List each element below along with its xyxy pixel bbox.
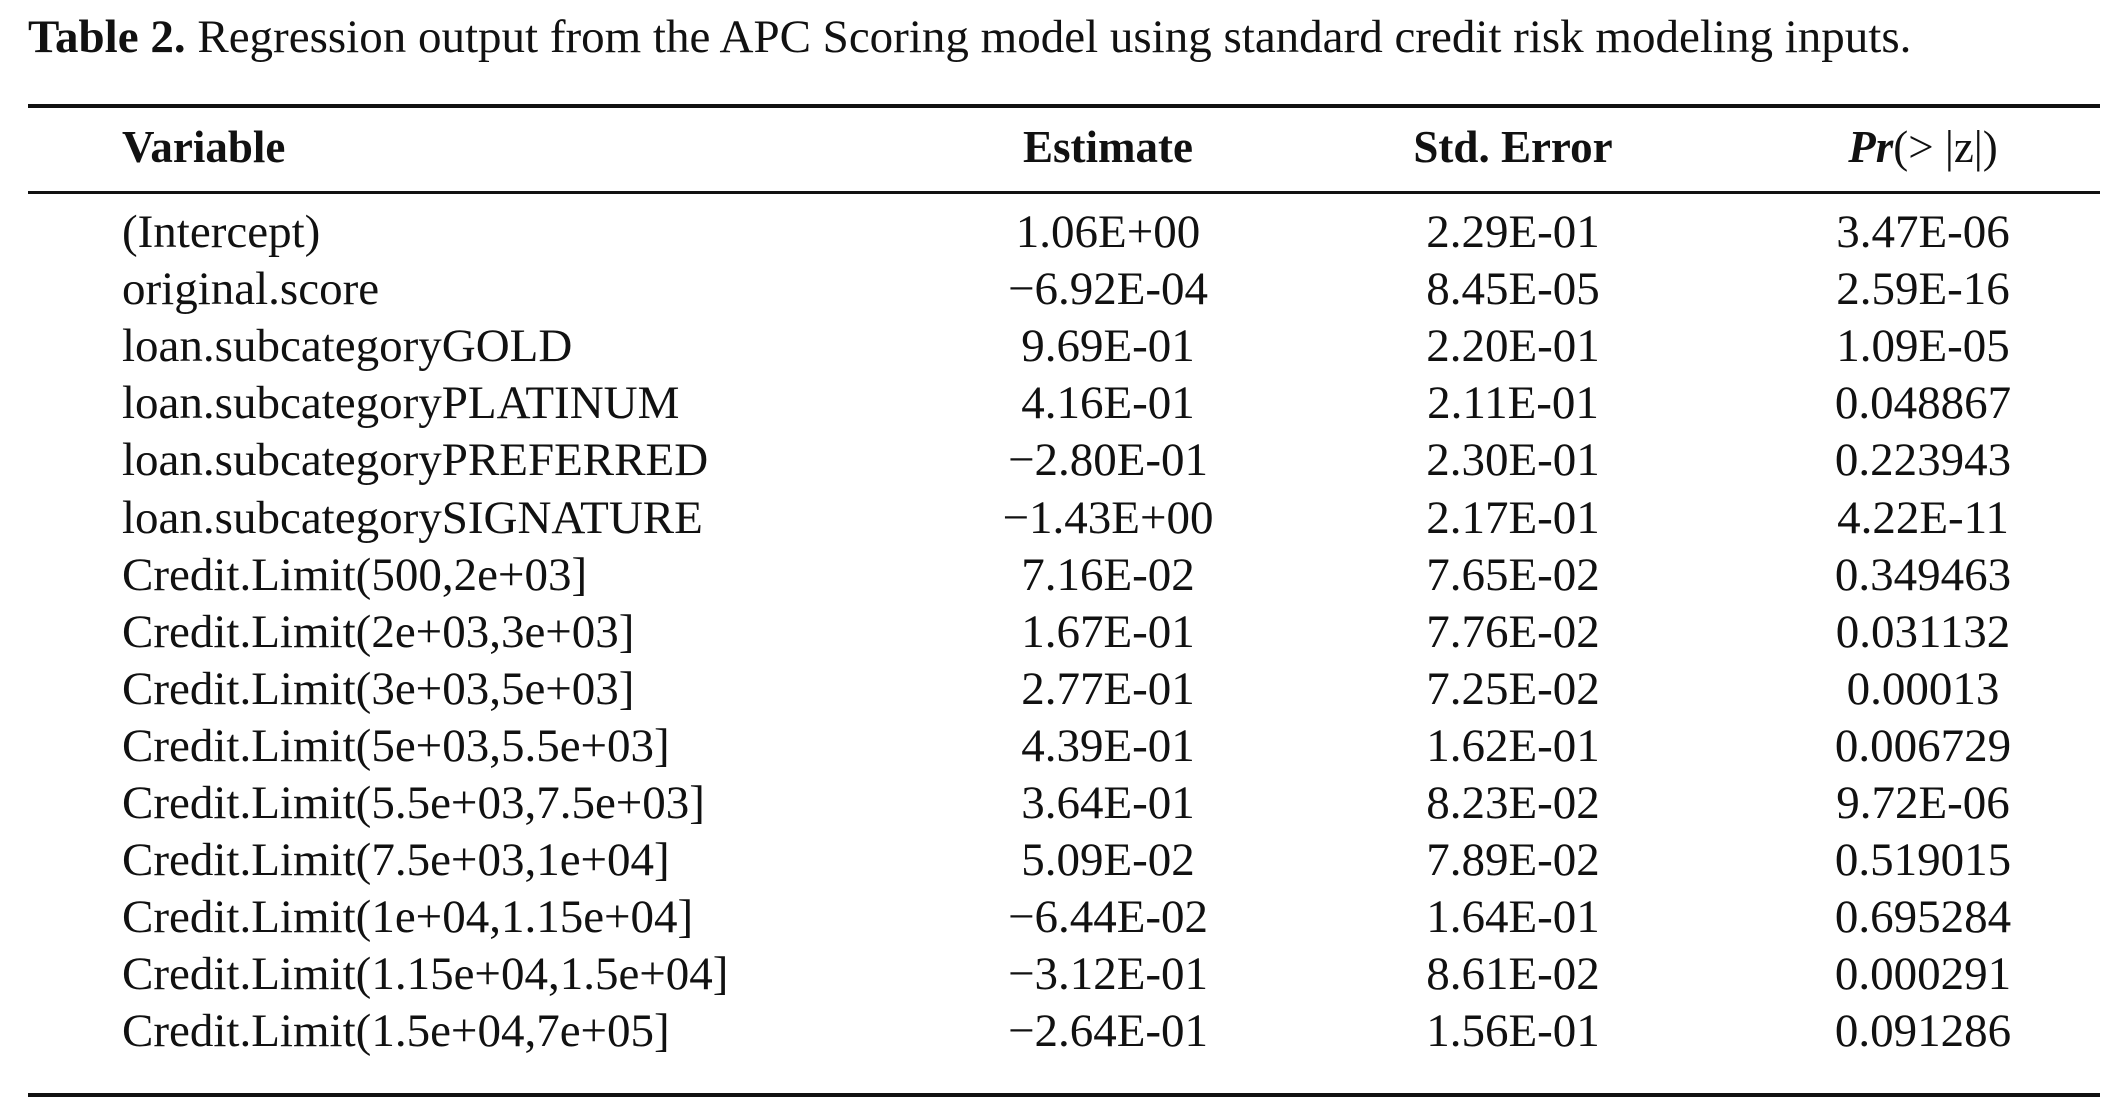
table-row: [28, 717, 2100, 775]
cell-estimate: 4.39E-01: [1021, 719, 1195, 772]
table-row: [28, 489, 2100, 547]
table-row: [28, 603, 2100, 661]
table-header-row: [28, 118, 2100, 176]
cell-p-value: 0.091286: [1834, 1005, 2012, 1058]
table-row: [28, 546, 2100, 604]
cell-variable: Credit.Limit(7.5e+03,1e+04]: [122, 834, 670, 887]
cell-p-value: 1.09E-05: [1836, 320, 2010, 373]
cell-std-error: 7.25E-02: [1426, 662, 1600, 715]
cell-variable: Credit.Limit(3e+03,5e+03]: [122, 662, 635, 715]
cell-variable: Credit.Limit(5.5e+03,7.5e+03]: [122, 777, 705, 829]
cell-p-value: 0.349463: [1834, 548, 2012, 601]
cell-p-value: 0.519015: [1834, 834, 2012, 887]
cell-estimate: −6.92E-04: [1007, 263, 1209, 316]
cell-estimate: 7.16E-02: [1021, 548, 1195, 601]
cell-std-error: 2.30E-01: [1426, 434, 1600, 487]
cell-p-value: 0.695284: [1834, 891, 2012, 944]
table-caption: [28, 2, 2118, 72]
cell-variable: (Intercept): [122, 206, 321, 258]
cell-estimate: 1.67E-01: [1021, 605, 1195, 658]
cell-std-error: 8.61E-02: [1426, 948, 1600, 1001]
cell-std-error: 1.56E-01: [1426, 1005, 1600, 1058]
table-row: [28, 888, 2100, 946]
cell-variable: Credit.Limit(1e+04,1.15e+04]: [122, 891, 694, 944]
cell-estimate: −1.43E+00: [1002, 491, 1214, 544]
table-row: [28, 317, 2100, 375]
cell-variable: loan.subcategoryPLATINUM: [122, 377, 680, 430]
cell-p-value: 0.223943: [1834, 434, 2012, 487]
cell-p-value: 0.000291: [1834, 948, 2012, 1001]
cell-variable: Credit.Limit(1.5e+04,7e+05]: [122, 1005, 670, 1058]
caption-label: Table 2.: [28, 11, 186, 63]
cell-estimate: 4.16E-01: [1021, 377, 1195, 430]
header-p-value-prefix: Pr: [1848, 122, 1894, 172]
header-variable: Variable: [122, 122, 286, 172]
cell-estimate: 3.64E-01: [1021, 777, 1195, 829]
header-p-value: [1743, 118, 2103, 176]
cell-std-error: 8.23E-02: [1426, 777, 1600, 829]
cell-estimate: 9.69E-01: [1021, 320, 1195, 373]
cell-estimate: 1.06E+00: [1015, 206, 1201, 258]
cell-variable: Credit.Limit(5e+03,5.5e+03]: [122, 719, 670, 772]
table-row: [28, 203, 2100, 261]
header-rule: [28, 191, 2100, 194]
top-rule: [28, 104, 2100, 108]
table-row: [28, 831, 2100, 889]
cell-variable: loan.subcategoryGOLD: [122, 320, 573, 373]
cell-std-error: 7.89E-02: [1426, 834, 1600, 887]
cell-std-error: 1.64E-01: [1426, 891, 1600, 944]
table-row: [28, 374, 2100, 432]
cell-std-error: 2.29E-01: [1426, 206, 1600, 258]
cell-std-error: 2.20E-01: [1426, 320, 1600, 373]
cell-std-error: 2.17E-01: [1426, 491, 1600, 544]
table-row: [28, 660, 2100, 718]
table-row: [28, 431, 2100, 489]
caption-text: Regression output from the APC Scoring model using standard credit risk modeling inputs.: [185, 11, 1912, 63]
bottom-rule: [28, 1093, 2100, 1097]
cell-p-value: 2.59E-16: [1836, 263, 2010, 316]
cell-std-error: 7.76E-02: [1426, 605, 1600, 658]
cell-std-error: 8.45E-05: [1426, 263, 1600, 316]
cell-estimate: −6.44E-02: [1007, 891, 1209, 944]
cell-estimate: 2.77E-01: [1021, 662, 1195, 715]
cell-variable: loan.subcategoryPREFERRED: [122, 434, 709, 487]
cell-variable: loan.subcategorySIGNATURE: [122, 491, 703, 544]
header-std-error: Std. Error: [1413, 122, 1613, 172]
cell-std-error: 1.62E-01: [1426, 719, 1600, 772]
cell-variable: Credit.Limit(500,2e+03]: [122, 548, 588, 601]
cell-p-value: 0.031132: [1835, 605, 2011, 658]
cell-p-value: 0.048867: [1834, 377, 2012, 430]
cell-estimate: 5.09E-02: [1021, 834, 1195, 887]
table-row: [28, 945, 2100, 1003]
table-row: [28, 260, 2100, 318]
table-row: [28, 774, 2100, 832]
cell-estimate: −2.64E-01: [1007, 1005, 1209, 1058]
cell-estimate: −2.80E-01: [1007, 434, 1209, 487]
cell-variable: Credit.Limit(1.15e+04,1.5e+04]: [122, 948, 729, 1001]
cell-p-value: 3.47E-06: [1836, 206, 2010, 258]
cell-variable: original.score: [122, 263, 380, 316]
header-p-value-suffix: (> |z|): [1893, 122, 1998, 172]
cell-p-value: 4.22E-11: [1837, 491, 2009, 544]
cell-std-error: 7.65E-02: [1426, 548, 1600, 601]
cell-p-value: 0.006729: [1834, 719, 2012, 772]
cell-std-error: 2.11E-01: [1427, 377, 1599, 430]
cell-variable: Credit.Limit(2e+03,3e+03]: [122, 605, 635, 658]
cell-estimate: −3.12E-01: [1007, 948, 1209, 1001]
table-row: [28, 1002, 2100, 1060]
cell-p-value: 9.72E-06: [1836, 777, 2010, 829]
header-estimate: Estimate: [1023, 122, 1193, 172]
cell-p-value: 0.00013: [1846, 662, 2000, 715]
